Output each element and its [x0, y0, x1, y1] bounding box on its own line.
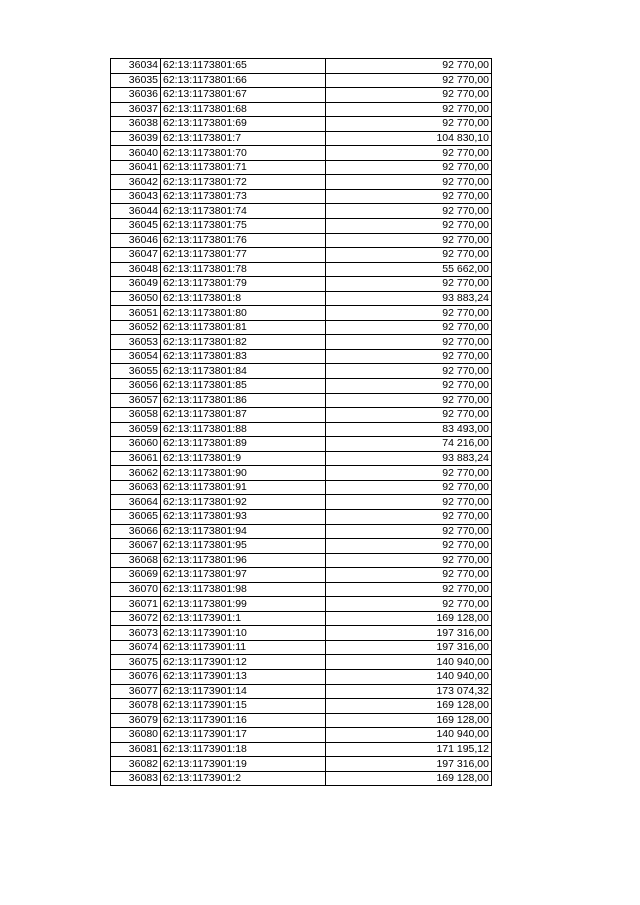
- table-row: [111, 611, 492, 626]
- cadastral-number-cell: 62:13:1173801:76: [161, 233, 326, 248]
- cadastral-number-cell: 62:13:1173801:71: [161, 160, 326, 175]
- value-cell: 92 770,00: [326, 320, 492, 335]
- cadastral-number-cell: 62:13:1173901:15: [161, 699, 326, 714]
- value-cell: 92 770,00: [326, 408, 492, 423]
- table-row: [111, 262, 492, 277]
- table-row: [111, 451, 492, 466]
- value-cell: 197 316,00: [326, 757, 492, 772]
- value-cell: 92 770,00: [326, 364, 492, 379]
- row-number-cell: 36061: [111, 451, 161, 466]
- row-number-cell: 36034: [111, 59, 161, 74]
- table-row: [111, 204, 492, 219]
- row-number-cell: 36066: [111, 524, 161, 539]
- row-number-cell: 36072: [111, 611, 161, 626]
- value-cell: 92 770,00: [326, 88, 492, 103]
- cadastral-number-cell: 62:13:1173801:93: [161, 509, 326, 524]
- table-row: [111, 277, 492, 292]
- row-number-cell: 36045: [111, 219, 161, 234]
- cadastral-number-cell: 62:13:1173901:10: [161, 626, 326, 641]
- row-number-cell: 36052: [111, 320, 161, 335]
- table-row: [111, 160, 492, 175]
- row-number-cell: 36081: [111, 742, 161, 757]
- data-sheet: [110, 58, 491, 786]
- table-row: [111, 189, 492, 204]
- row-number-cell: 36046: [111, 233, 161, 248]
- row-number-cell: 36083: [111, 771, 161, 786]
- cadastral-number-cell: 62:13:1173801:72: [161, 175, 326, 190]
- cadastral-number-cell: 62:13:1173801:91: [161, 480, 326, 495]
- value-cell: 92 770,00: [326, 73, 492, 88]
- cadastral-number-cell: 62:13:1173801:86: [161, 393, 326, 408]
- cadastral-number-cell: 62:13:1173801:77: [161, 248, 326, 263]
- cadastral-number-cell: 62:13:1173801:9: [161, 451, 326, 466]
- cadastral-number-cell: 62:13:1173801:65: [161, 59, 326, 74]
- value-cell: 92 770,00: [326, 524, 492, 539]
- table-row: [111, 248, 492, 263]
- row-number-cell: 36074: [111, 640, 161, 655]
- value-cell: 92 770,00: [326, 379, 492, 394]
- row-number-cell: 36080: [111, 728, 161, 743]
- cadastral-number-cell: 62:13:1173901:1: [161, 611, 326, 626]
- cadastral-number-cell: 62:13:1173901:16: [161, 713, 326, 728]
- table-row: [111, 597, 492, 612]
- table-row: [111, 655, 492, 670]
- value-cell: 92 770,00: [326, 219, 492, 234]
- row-number-cell: 36042: [111, 175, 161, 190]
- row-number-cell: 36062: [111, 466, 161, 481]
- value-cell: 92 770,00: [326, 175, 492, 190]
- value-cell: 74 216,00: [326, 437, 492, 452]
- table-row: [111, 495, 492, 510]
- table-row: [111, 742, 492, 757]
- row-number-cell: 36058: [111, 408, 161, 423]
- table-row: [111, 408, 492, 423]
- table-row: [111, 102, 492, 117]
- cadastral-number-cell: 62:13:1173901:19: [161, 757, 326, 772]
- row-number-cell: 36082: [111, 757, 161, 772]
- value-cell: 140 940,00: [326, 669, 492, 684]
- cadastral-number-cell: 62:13:1173801:83: [161, 349, 326, 364]
- table-body: [111, 59, 492, 786]
- row-number-cell: 36065: [111, 509, 161, 524]
- value-cell: 92 770,00: [326, 102, 492, 117]
- table-row: [111, 219, 492, 234]
- value-cell: 197 316,00: [326, 626, 492, 641]
- row-number-cell: 36051: [111, 306, 161, 321]
- cadastral-number-cell: 62:13:1173801:8: [161, 291, 326, 306]
- value-cell: 169 128,00: [326, 713, 492, 728]
- cadastral-number-cell: 62:13:1173801:90: [161, 466, 326, 481]
- cadastral-number-cell: 62:13:1173901:12: [161, 655, 326, 670]
- cadastral-number-cell: 62:13:1173801:89: [161, 437, 326, 452]
- cadastral-number-cell: 62:13:1173901:11: [161, 640, 326, 655]
- cadastral-number-cell: 62:13:1173801:85: [161, 379, 326, 394]
- table-row: [111, 568, 492, 583]
- table-row: [111, 699, 492, 714]
- value-cell: 197 316,00: [326, 640, 492, 655]
- table-row: [111, 757, 492, 772]
- cadastral-number-cell: 62:13:1173801:88: [161, 422, 326, 437]
- table-row: [111, 117, 492, 132]
- value-cell: 92 770,00: [326, 233, 492, 248]
- row-number-cell: 36044: [111, 204, 161, 219]
- row-number-cell: 36050: [111, 291, 161, 306]
- row-number-cell: 36036: [111, 88, 161, 103]
- table-row: [111, 524, 492, 539]
- value-cell: 92 770,00: [326, 160, 492, 175]
- value-cell: 104 830,10: [326, 131, 492, 146]
- value-cell: 55 662,00: [326, 262, 492, 277]
- table-row: [111, 73, 492, 88]
- value-cell: 92 770,00: [326, 553, 492, 568]
- table-row: [111, 131, 492, 146]
- cadastral-number-cell: 62:13:1173801:87: [161, 408, 326, 423]
- cadastral-number-cell: 62:13:1173801:84: [161, 364, 326, 379]
- row-number-cell: 36068: [111, 553, 161, 568]
- row-number-cell: 36057: [111, 393, 161, 408]
- table-row: [111, 349, 492, 364]
- value-cell: 140 940,00: [326, 728, 492, 743]
- value-cell: 92 770,00: [326, 189, 492, 204]
- cadastral-number-cell: 62:13:1173801:75: [161, 219, 326, 234]
- value-cell: 92 770,00: [326, 277, 492, 292]
- table-row: [111, 146, 492, 161]
- value-cell: 92 770,00: [326, 568, 492, 583]
- value-cell: 92 770,00: [326, 306, 492, 321]
- row-number-cell: 36071: [111, 597, 161, 612]
- table-row: [111, 88, 492, 103]
- value-cell: 92 770,00: [326, 539, 492, 554]
- row-number-cell: 36053: [111, 335, 161, 350]
- row-number-cell: 36049: [111, 277, 161, 292]
- table-row: [111, 669, 492, 684]
- row-number-cell: 36070: [111, 582, 161, 597]
- value-cell: 92 770,00: [326, 349, 492, 364]
- value-cell: 92 770,00: [326, 59, 492, 74]
- table-row: [111, 640, 492, 655]
- cadastral-number-cell: 62:13:1173801:80: [161, 306, 326, 321]
- value-cell: 92 770,00: [326, 335, 492, 350]
- value-cell: 92 770,00: [326, 248, 492, 263]
- table-row: [111, 771, 492, 786]
- table-row: [111, 480, 492, 495]
- row-number-cell: 36055: [111, 364, 161, 379]
- cadastral-number-cell: 62:13:1173801:95: [161, 539, 326, 554]
- row-number-cell: 36069: [111, 568, 161, 583]
- table-row: [111, 684, 492, 699]
- table-row: [111, 320, 492, 335]
- value-cell: 92 770,00: [326, 597, 492, 612]
- cadastral-number-cell: 62:13:1173801:73: [161, 189, 326, 204]
- table-row: [111, 553, 492, 568]
- table-row: [111, 539, 492, 554]
- cadastral-number-cell: 62:13:1173901:2: [161, 771, 326, 786]
- cadastral-number-cell: 62:13:1173901:13: [161, 669, 326, 684]
- value-cell: 140 940,00: [326, 655, 492, 670]
- cadastral-number-cell: 62:13:1173801:81: [161, 320, 326, 335]
- row-number-cell: 36064: [111, 495, 161, 510]
- value-cell: 92 770,00: [326, 480, 492, 495]
- row-number-cell: 36037: [111, 102, 161, 117]
- cadastral-number-cell: 62:13:1173801:74: [161, 204, 326, 219]
- value-cell: 171 195,12: [326, 742, 492, 757]
- table-row: [111, 291, 492, 306]
- row-number-cell: 36067: [111, 539, 161, 554]
- value-cell: 92 770,00: [326, 146, 492, 161]
- cadastral-number-cell: 62:13:1173801:99: [161, 597, 326, 612]
- table-row: [111, 306, 492, 321]
- row-number-cell: 36038: [111, 117, 161, 132]
- row-number-cell: 36075: [111, 655, 161, 670]
- cadastral-number-cell: 62:13:1173801:79: [161, 277, 326, 292]
- cadastral-number-cell: 62:13:1173801:68: [161, 102, 326, 117]
- cadastral-number-cell: 62:13:1173901:17: [161, 728, 326, 743]
- value-cell: 93 883,24: [326, 451, 492, 466]
- row-number-cell: 36077: [111, 684, 161, 699]
- table-row: [111, 582, 492, 597]
- value-cell: 92 770,00: [326, 495, 492, 510]
- value-cell: 169 128,00: [326, 699, 492, 714]
- table-row: [111, 466, 492, 481]
- value-cell: 173 074,32: [326, 684, 492, 699]
- table-row: [111, 233, 492, 248]
- table-row: [111, 335, 492, 350]
- value-cell: 92 770,00: [326, 117, 492, 132]
- row-number-cell: 36040: [111, 146, 161, 161]
- row-number-cell: 36079: [111, 713, 161, 728]
- row-number-cell: 36039: [111, 131, 161, 146]
- cadastral-number-cell: 62:13:1173801:82: [161, 335, 326, 350]
- cadastral-number-cell: 62:13:1173801:67: [161, 88, 326, 103]
- value-cell: 92 770,00: [326, 204, 492, 219]
- cadastral-number-cell: 62:13:1173801:98: [161, 582, 326, 597]
- value-cell: 169 128,00: [326, 771, 492, 786]
- table-row: [111, 437, 492, 452]
- row-number-cell: 36059: [111, 422, 161, 437]
- table-row: [111, 509, 492, 524]
- table-row: [111, 364, 492, 379]
- row-number-cell: 36078: [111, 699, 161, 714]
- cadastral-number-cell: 62:13:1173801:96: [161, 553, 326, 568]
- value-cell: 92 770,00: [326, 582, 492, 597]
- value-cell: 93 883,24: [326, 291, 492, 306]
- row-number-cell: 36060: [111, 437, 161, 452]
- table-row: [111, 175, 492, 190]
- row-number-cell: 36056: [111, 379, 161, 394]
- row-number-cell: 36047: [111, 248, 161, 263]
- cadastral-number-cell: 62:13:1173901:14: [161, 684, 326, 699]
- cadastral-number-cell: 62:13:1173801:69: [161, 117, 326, 132]
- row-number-cell: 36054: [111, 349, 161, 364]
- table-row: [111, 713, 492, 728]
- cadastral-number-cell: 62:13:1173801:66: [161, 73, 326, 88]
- table-row: [111, 59, 492, 74]
- cadastral-number-cell: 62:13:1173801:7: [161, 131, 326, 146]
- row-number-cell: 36035: [111, 73, 161, 88]
- value-cell: 92 770,00: [326, 393, 492, 408]
- value-cell: 83 493,00: [326, 422, 492, 437]
- cadastral-number-cell: 62:13:1173801:78: [161, 262, 326, 277]
- table-row: [111, 393, 492, 408]
- cadastral-number-cell: 62:13:1173901:18: [161, 742, 326, 757]
- cadastral-number-cell: 62:13:1173801:97: [161, 568, 326, 583]
- row-number-cell: 36041: [111, 160, 161, 175]
- row-number-cell: 36043: [111, 189, 161, 204]
- row-number-cell: 36076: [111, 669, 161, 684]
- table-row: [111, 379, 492, 394]
- table-row: [111, 422, 492, 437]
- row-number-cell: 36048: [111, 262, 161, 277]
- data-table: [110, 58, 492, 786]
- row-number-cell: 36073: [111, 626, 161, 641]
- cadastral-number-cell: 62:13:1173801:70: [161, 146, 326, 161]
- value-cell: 169 128,00: [326, 611, 492, 626]
- cadastral-number-cell: 62:13:1173801:92: [161, 495, 326, 510]
- row-number-cell: 36063: [111, 480, 161, 495]
- value-cell: 92 770,00: [326, 466, 492, 481]
- table-row: [111, 626, 492, 641]
- table-row: [111, 728, 492, 743]
- cadastral-number-cell: 62:13:1173801:94: [161, 524, 326, 539]
- value-cell: 92 770,00: [326, 509, 492, 524]
